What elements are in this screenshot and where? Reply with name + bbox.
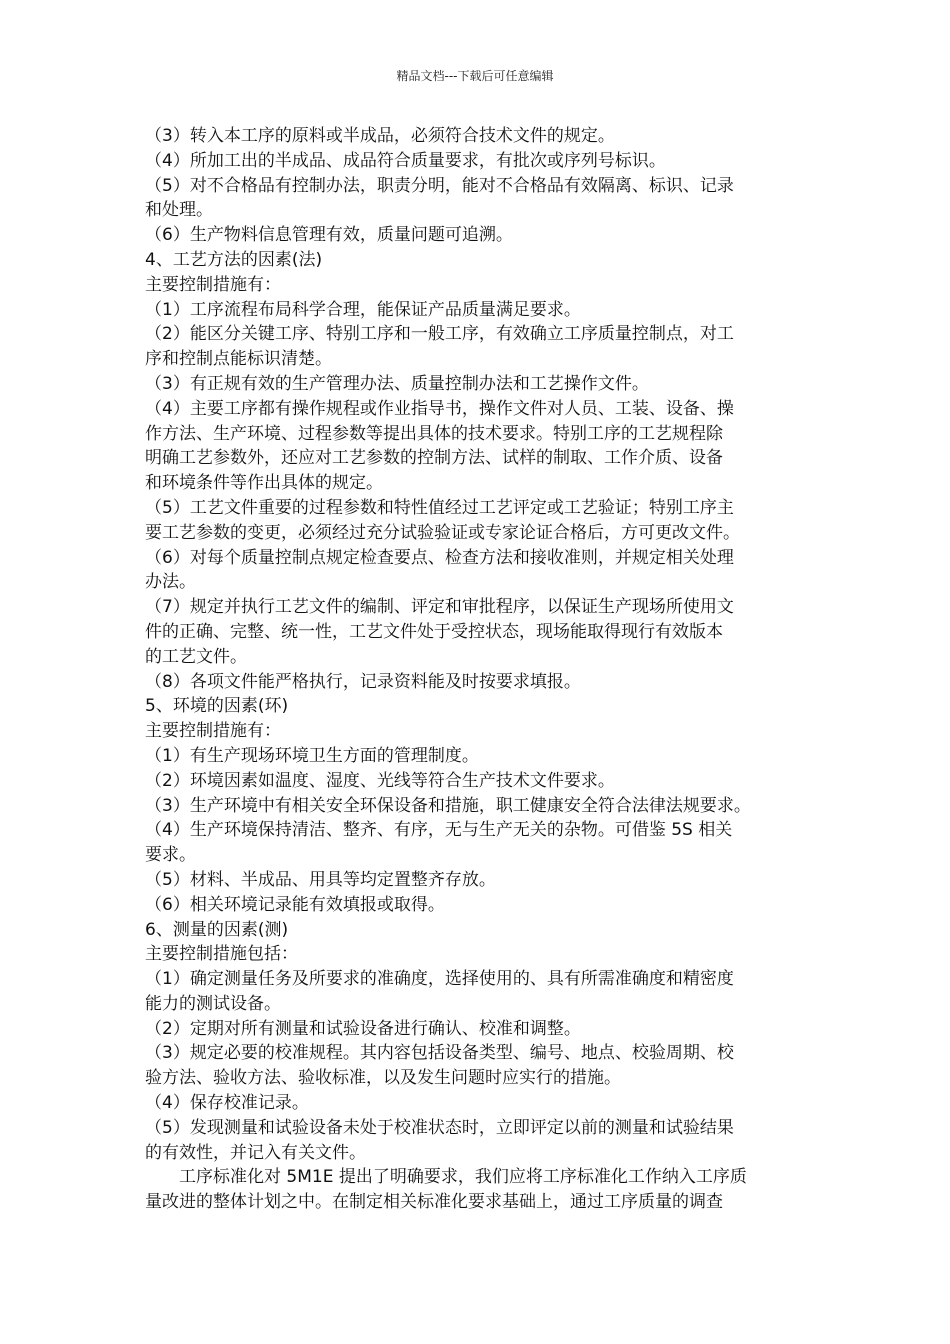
text-line: （3）规定必要的校准规程。其内容包括设备类型、编号、地点、校验周期、校	[145, 1043, 734, 1064]
text-line: （5）工艺文件重要的过程参数和特性值经过工艺评定或工艺验证；特别工序主	[145, 497, 734, 518]
text-line: 能力的测试设备。	[145, 993, 281, 1014]
text-line: 的有效性，并记入有关文件。	[145, 1142, 366, 1163]
text-line: 和环境条件等作出具体的规定。	[145, 473, 383, 494]
text-line: 办法。	[145, 572, 196, 593]
text-line: 主要控制措施有：	[145, 274, 281, 295]
text-line: （2）环境因素如温度、湿度、光线等符合生产技术文件要求。	[145, 770, 615, 791]
text-line: 主要控制措施包括：	[145, 944, 298, 965]
text-line: 要求。	[145, 845, 196, 866]
section-heading: 6、测量的因素(测)	[145, 919, 289, 940]
text-line: （8）各项文件能严格执行，记录资料能及时按要求填报。	[145, 671, 581, 692]
text-line: （2）能区分关键工序、特别工序和一般工序，有效确立工序质量控制点，对工	[145, 324, 734, 345]
text-line: 主要控制措施有：	[145, 721, 281, 742]
text-line: （5）对不合格品有控制办法，职责分明，能对不合格品有效隔离、标识、记录	[145, 175, 734, 196]
text-line: （3）有正规有效的生产管理办法、质量控制办法和工艺操作文件。	[145, 373, 649, 394]
paragraph-first-line: 工序标准化对 5M1E 提出了明确要求，我们应将工序标准化工作纳入工序质	[179, 1167, 747, 1188]
text-line: 要工艺参数的变更，必须经过充分试验验证或专家论证合格后，方可更改文件。	[145, 522, 740, 543]
text-line: 作方法、生产环境、过程参数等提出具体的技术要求。特别工序的工艺规程除	[145, 423, 723, 444]
text-line: （1）工序流程布局科学合理，能保证产品质量满足要求。	[145, 299, 581, 320]
text-line: （6）相关环境记录能有效填报或取得。	[145, 894, 445, 915]
text-line: （6）生产物料信息管理有效，质量问题可追溯。	[145, 225, 513, 246]
section-heading: 4、工艺方法的因素(法)	[145, 249, 323, 270]
text-line: （4）生产环境保持清洁、整齐、有序，无与生产无关的杂物。可借鉴 5S 相关	[145, 820, 733, 841]
text-line: （3）生产环境中有相关安全环保设备和措施，职工健康安全符合法律法规要求。	[145, 795, 751, 816]
text-line: （4）所加工出的半成品、成品符合质量要求，有批次或序列号标识。	[145, 150, 666, 171]
text-line: （4）保存校准记录。	[145, 1093, 309, 1114]
text-line: 明确工艺参数外，还应对工艺参数的控制方法、试样的制取、工作介质、设备	[145, 448, 723, 469]
text-line: 件的正确、完整、统一性，工艺文件处于受控状态，现场能取得现行有效版本	[145, 621, 723, 642]
text-line: （1）有生产现场环境卫生方面的管理制度。	[145, 745, 479, 766]
text-line: （5）发现测量和试验设备未处于校准状态时，立即评定以前的测量和试验结果	[145, 1117, 734, 1138]
text-line: （7）规定并执行工艺文件的编制、评定和审批程序，以保证生产现场所使用文	[145, 597, 734, 618]
document-body	[145, 124, 810, 1215]
text-line: （4）主要工序都有操作规程或作业指导书，操作文件对人员、工装、设备、操	[145, 398, 734, 419]
text-line: 的工艺文件。	[145, 646, 247, 667]
text-line: （1）确定测量任务及所要求的准确度，选择使用的、具有所需准确度和精密度	[145, 969, 734, 990]
text-line: （2）定期对所有测量和试验设备进行确认、校准和调整。	[145, 1018, 581, 1039]
text-line: 和处理。	[145, 200, 213, 221]
text-line: （5）材料、半成品、用具等均定置整齐存放。	[145, 869, 496, 890]
text-line: （3）转入本工序的原料或半成品，必须符合技术文件的规定。	[145, 126, 615, 146]
section-heading: 5、环境的因素(环)	[145, 696, 289, 717]
text-line: （6）对每个质量控制点规定检查要点、检查方法和接收准则，并规定相关处理	[145, 547, 734, 568]
text-line: 验方法、验收方法、验收标准，以及发生问题时应实行的措施。	[145, 1068, 621, 1089]
text-line: 量改进的整体计划之中。在制定相关标准化要求基础上，通过工序质量的调查	[145, 1192, 723, 1213]
text-line: 序和控制点能标识清楚。	[145, 349, 332, 370]
page-header: 精品文档---下载后可任意编辑	[396, 69, 554, 83]
